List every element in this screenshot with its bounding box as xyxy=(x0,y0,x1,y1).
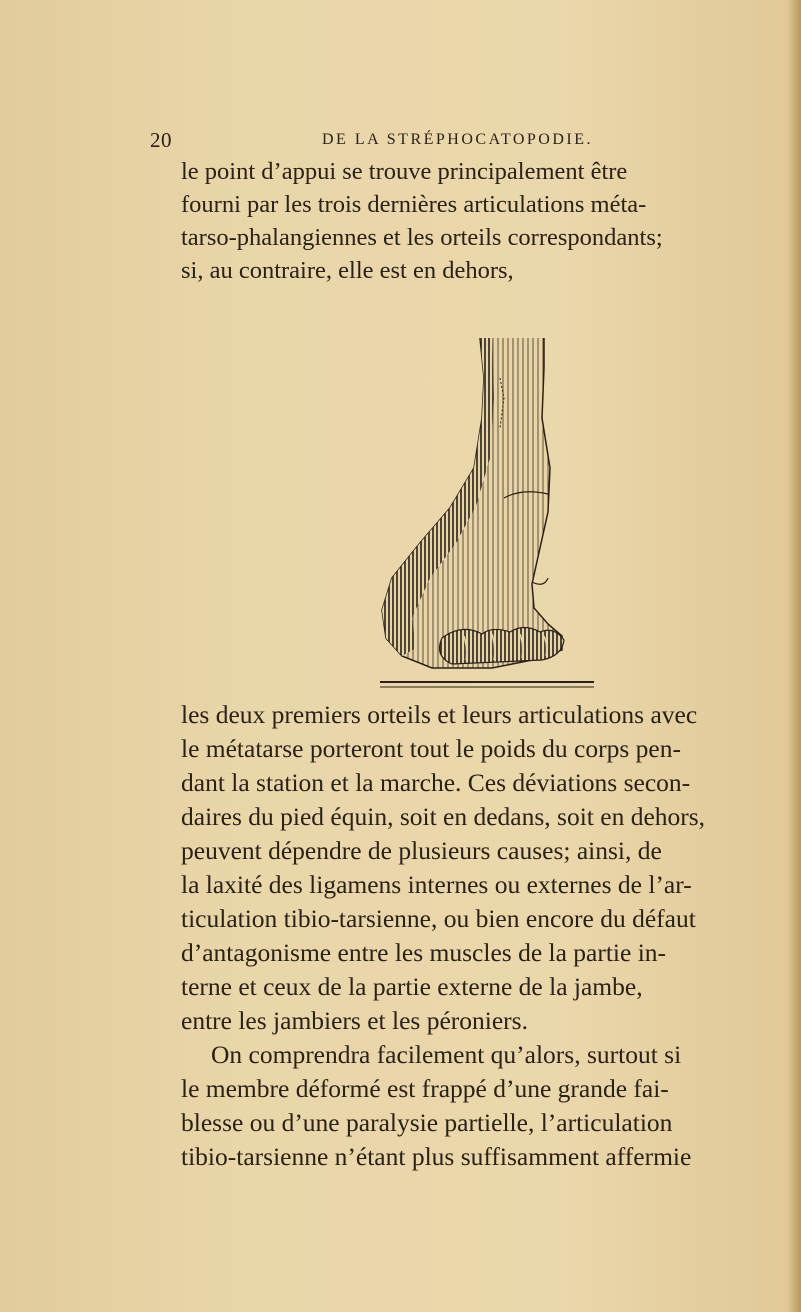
page-edge xyxy=(787,0,801,1312)
page-number: 20 xyxy=(150,128,172,152)
foot-illustration xyxy=(372,338,597,690)
foot-engraving-icon xyxy=(372,338,597,690)
text-line: terne et ceux de la partie externe de la jambe, xyxy=(181,972,643,1001)
paragraph-bottom xyxy=(181,698,765,1174)
text-line: le métatarse porteront tout le poids du corps pen- xyxy=(181,734,681,763)
text-line: le membre déformé est frappé d’une grande fai- xyxy=(181,1074,669,1103)
running-head xyxy=(150,128,750,154)
text-line: blesse ou d’une paralysie partielle, l’articulation xyxy=(181,1108,673,1137)
text-line: le point d’appui se trouve principalement être xyxy=(181,158,628,185)
paragraph-top xyxy=(181,155,765,287)
text-line: peuvent dépendre de plusieurs causes; ainsi, de xyxy=(181,836,662,865)
text-line: tarso-phalangiennes et les orteils correspondants; xyxy=(181,224,663,251)
text-line: si, au contraire, elle est en dehors, xyxy=(181,257,514,284)
text-line: daires du pied équin, soit en dedans, soit en dehors, xyxy=(181,802,706,831)
text-line: les deux premiers orteils et leurs articulations avec xyxy=(181,700,698,729)
text-line: fourni par les trois dernières articulations méta- xyxy=(181,191,647,218)
text-line: d’antagonisme entre les muscles de la partie in- xyxy=(181,938,667,967)
running-title: DE LA STRÉPHOCATOPODIE. xyxy=(322,131,593,148)
text-line: On comprendra facilement qu’alors, surtout si xyxy=(211,1040,682,1069)
text-line: ticulation tibio-tarsienne, ou bien encore du défaut xyxy=(181,904,696,933)
text-line: dant la station et la marche. Ces déviations secon- xyxy=(181,768,691,797)
text-line: tibio-tarsienne n’étant plus suffisamment affermie xyxy=(181,1142,692,1171)
text-line: la laxité des ligamens internes ou externes de l’ar- xyxy=(181,870,692,899)
text-line: entre les jambiers et les péroniers. xyxy=(181,1006,528,1035)
